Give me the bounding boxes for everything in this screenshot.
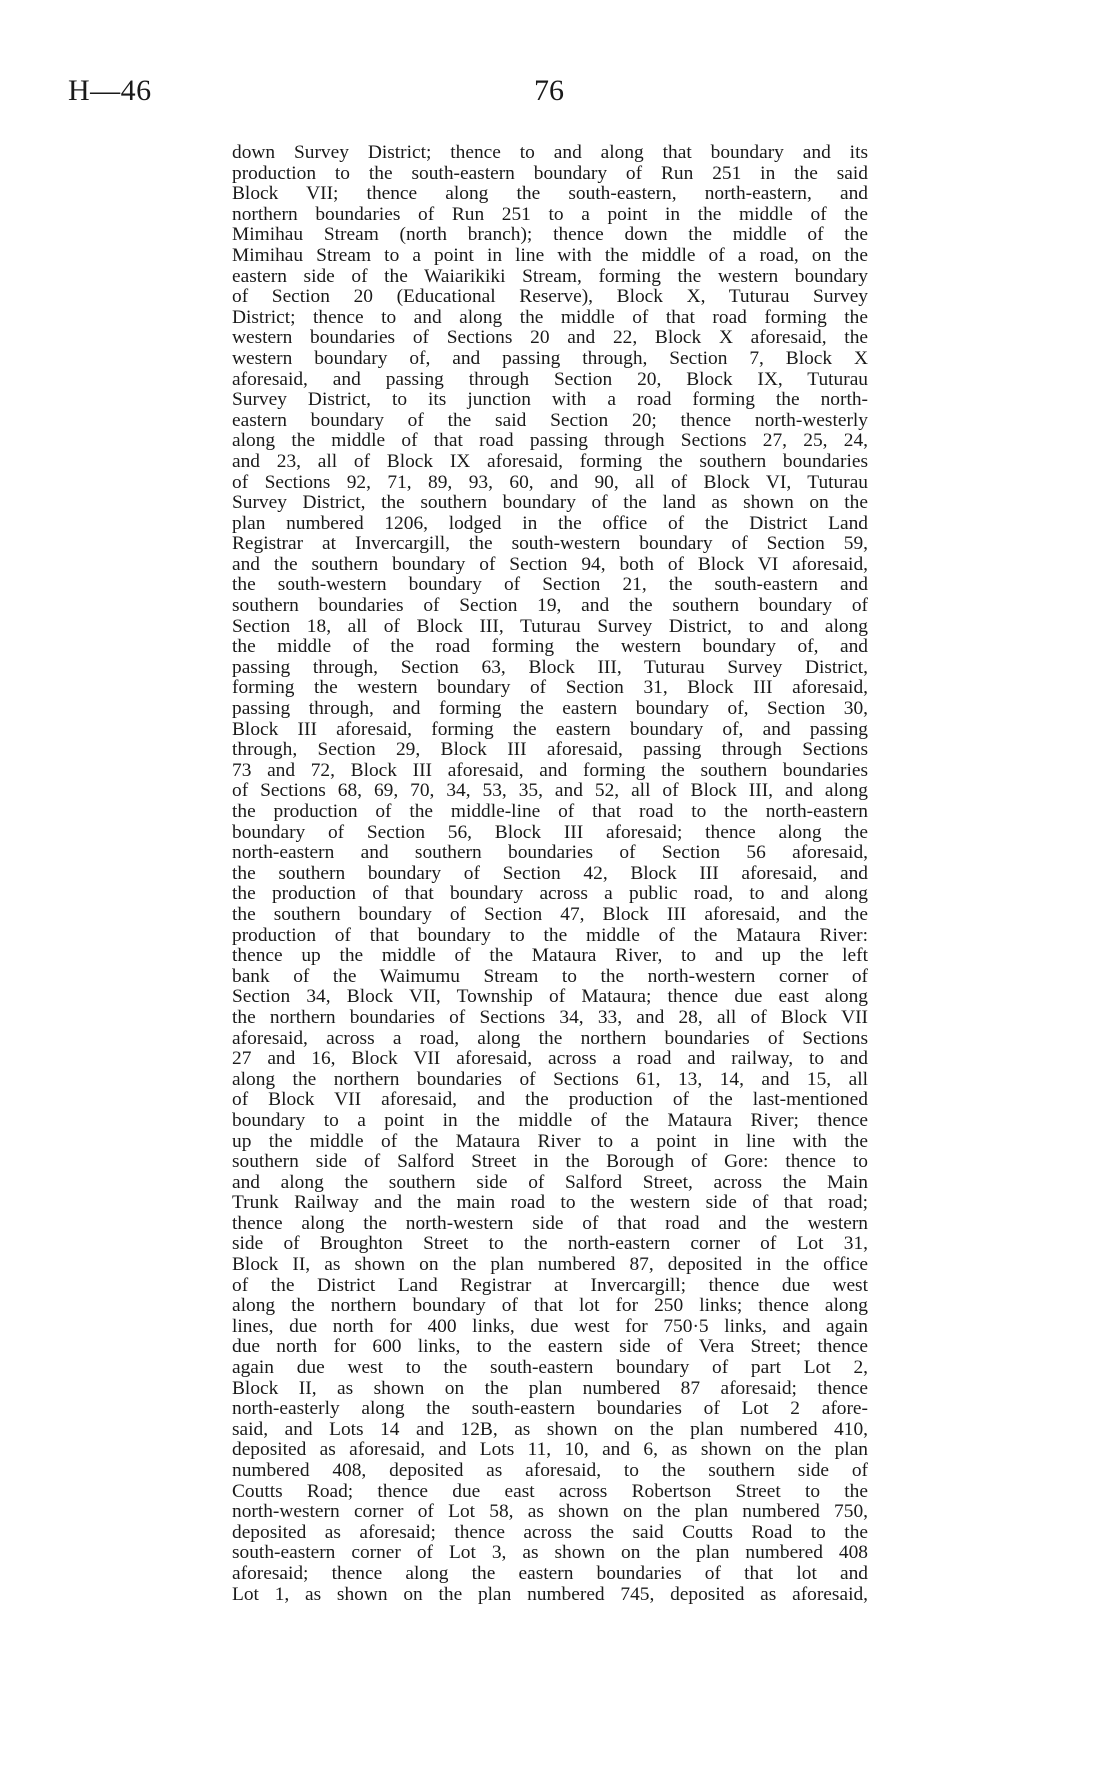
text-line: Lot 1, as shown on the plan numbered 745, deposited as aforesaid,	[232, 1583, 868, 1605]
text-line: north-western corner of Lot 58, as shown on the plan numbered 750,	[232, 1501, 868, 1523]
text-line: the northern boundaries of Sections 34, 33, and 28, all of Block VII	[232, 1006, 868, 1028]
text-line: production of that boundary to the middle of the Mataura River:	[232, 924, 868, 946]
text-line: side of Broughton Street to the north-eastern corner of Lot 31,	[232, 1233, 868, 1255]
text-line: thence up the middle of the Mataura River, to and up the left	[232, 945, 868, 967]
text-line: deposited as aforesaid; thence across the said Coutts Road to the	[232, 1521, 868, 1543]
text-line: the southern boundary of Section 47, Block III aforesaid, and the	[232, 903, 868, 925]
text-line: along the northern boundary of that lot for 250 links; thence along	[232, 1295, 868, 1317]
text-line: Coutts Road; thence due east across Robertson Street to the	[232, 1480, 868, 1502]
text-line: the production of the middle-line of that road to the north-eastern	[232, 801, 868, 822]
text-line: forming the western boundary of Section 31, Block III aforesaid,	[232, 677, 868, 699]
text-line: of Block VII aforesaid, and the production of the last-mentioned	[232, 1089, 868, 1111]
page-header	[0, 0, 1114, 120]
text-line: north-eastern and southern boundaries of Section 56 aforesaid,	[232, 842, 868, 864]
text-line: of Sections 68, 69, 70, 34, 53, 35, and 52, all of Block III, and along	[232, 780, 868, 802]
text-line: through, Section 29, Block III aforesaid, passing through Sections	[232, 739, 868, 761]
text-line: 27 and 16, Block VII aforesaid, across a road and railway, to and	[232, 1048, 868, 1070]
page-number: 76	[534, 74, 564, 107]
text-line: along the middle of that road passing through Sections 27, 25, 24,	[232, 430, 868, 452]
text-line: 73 and 72, Block III aforesaid, and forming the southern boundaries	[232, 759, 868, 781]
text-line: thence along the north-western side of that road and the western	[232, 1212, 868, 1234]
text-line: lines, due north for 400 links, due west for 750·5 links, and again	[232, 1315, 868, 1337]
text-line: south-eastern corner of Lot 3, as shown on the plan numbered 408	[232, 1542, 868, 1564]
text-line: again due west to the south-eastern boundary of part Lot 2,	[232, 1357, 868, 1379]
text-line: production to the south-eastern boundary of Run 251 in the said	[232, 162, 868, 184]
text-line: of Section 20 (Educational Reserve), Block X, Tuturau Survey	[232, 286, 868, 308]
text-line: aforesaid; thence along the eastern boundaries of that lot and	[232, 1562, 868, 1584]
text-line: numbered 408, deposited as aforesaid, to the southern side of	[232, 1460, 868, 1481]
text-line: of Sections 92, 71, 89, 93, 60, and 90, all of Block VI, Tuturau	[232, 471, 868, 493]
text-line: western boundaries of Sections 20 and 22, Block X aforesaid, the	[232, 327, 868, 349]
text-line: and along the southern side of Salford Street, across the Main	[232, 1171, 868, 1193]
text-line: Mimihau Stream to a point in line with the middle of a road, on the	[232, 244, 868, 266]
text-line: eastern boundary of the said Section 20; thence north-westerly	[232, 409, 868, 431]
text-line: boundary of Section 56, Block III aforesaid; thence along the	[232, 821, 868, 843]
text-line: and the southern boundary of Section 94, both of Block VI aforesaid,	[232, 553, 868, 575]
document-reference: H—46	[68, 74, 152, 107]
text-line: Trunk Railway and the main road to the western side of that road;	[232, 1192, 868, 1214]
text-line: along the northern boundaries of Sections 61, 13, 14, and 15, all	[232, 1068, 868, 1090]
text-line: boundary to a point in the middle of the Mataura River; thence	[232, 1109, 868, 1131]
text-line: Block VII; thence along the south-eastern, north-eastern, and	[232, 183, 868, 205]
text-line: Block II, as shown on the plan numbered 87, deposited in the office	[232, 1254, 868, 1276]
text-line: of the District Land Registrar at Invercargill; thence due west	[232, 1274, 868, 1296]
text-line: Registrar at Invercargill, the south-western boundary of Section 59,	[232, 533, 868, 555]
text-line: bank of the Waimumu Stream to the north-western corner of	[232, 965, 868, 987]
text-line: due north for 600 links, to the eastern side of Vera Street; thence	[232, 1336, 868, 1358]
text-line: Survey District, the southern boundary of the land as shown on the	[232, 492, 868, 514]
text-line: Section 34, Block VII, Township of Mataura; thence due east along	[232, 986, 868, 1008]
text-line: passing through, Section 63, Block III, Tuturau Survey District,	[232, 656, 868, 678]
text-line: aforesaid, and passing through Section 20, Block IX, Tuturau	[232, 368, 868, 390]
text-line: eastern side of the Waiarikiki Stream, forming the western boundary	[232, 265, 868, 287]
text-line: the production of that boundary across a public road, to and along	[232, 883, 868, 905]
body-text	[232, 143, 868, 1605]
text-line: aforesaid, across a road, along the northern boundaries of Sections	[232, 1027, 868, 1049]
text-line: western boundary of, and passing through, Section 7, Block X	[232, 347, 868, 369]
text-line: down Survey District; thence to and along that boundary and its	[232, 142, 868, 163]
text-line: plan numbered 1206, lodged in the office of the District Land	[232, 512, 868, 534]
text-line: northern boundaries of Run 251 to a point in the middle of the	[232, 203, 868, 225]
text-line: up the middle of the Mataura River to a point in line with the	[232, 1130, 868, 1152]
text-line: deposited as aforesaid, and Lots 11, 10, and 6, as shown on the plan	[232, 1439, 868, 1461]
text-line: passing through, and forming the eastern boundary of, Section 30,	[232, 698, 868, 720]
text-line: the southern boundary of Section 42, Block III aforesaid, and	[232, 862, 868, 884]
text-line: and 23, all of Block IX aforesaid, forming the southern boundaries	[232, 450, 868, 472]
text-line: Mimihau Stream (north branch); thence down the middle of the	[232, 224, 868, 246]
text-line: the middle of the road forming the western boundary of, and	[232, 636, 868, 658]
text-line: southern side of Salford Street in the Borough of Gore: thence to	[232, 1151, 868, 1173]
text-line: Survey District, to its junction with a road forming the north-	[232, 389, 868, 411]
text-line: southern boundaries of Section 19, and the southern boundary of	[232, 595, 868, 617]
text-line: the south-western boundary of Section 21, the south-eastern and	[232, 574, 868, 596]
text-line: said, and Lots 14 and 12B, as shown on the plan numbered 410,	[232, 1418, 868, 1440]
text-line: Block II, as shown on the plan numbered 87 aforesaid; thence	[232, 1377, 868, 1399]
text-line: District; thence to and along the middle of that road forming the	[232, 306, 868, 328]
text-line: Block III aforesaid, forming the eastern boundary of, and passing	[232, 718, 868, 740]
text-line: Section 18, all of Block III, Tuturau Survey District, to and along	[232, 615, 868, 637]
text-line: north-easterly along the south-eastern boundaries of Lot 2 afore-	[232, 1398, 868, 1420]
